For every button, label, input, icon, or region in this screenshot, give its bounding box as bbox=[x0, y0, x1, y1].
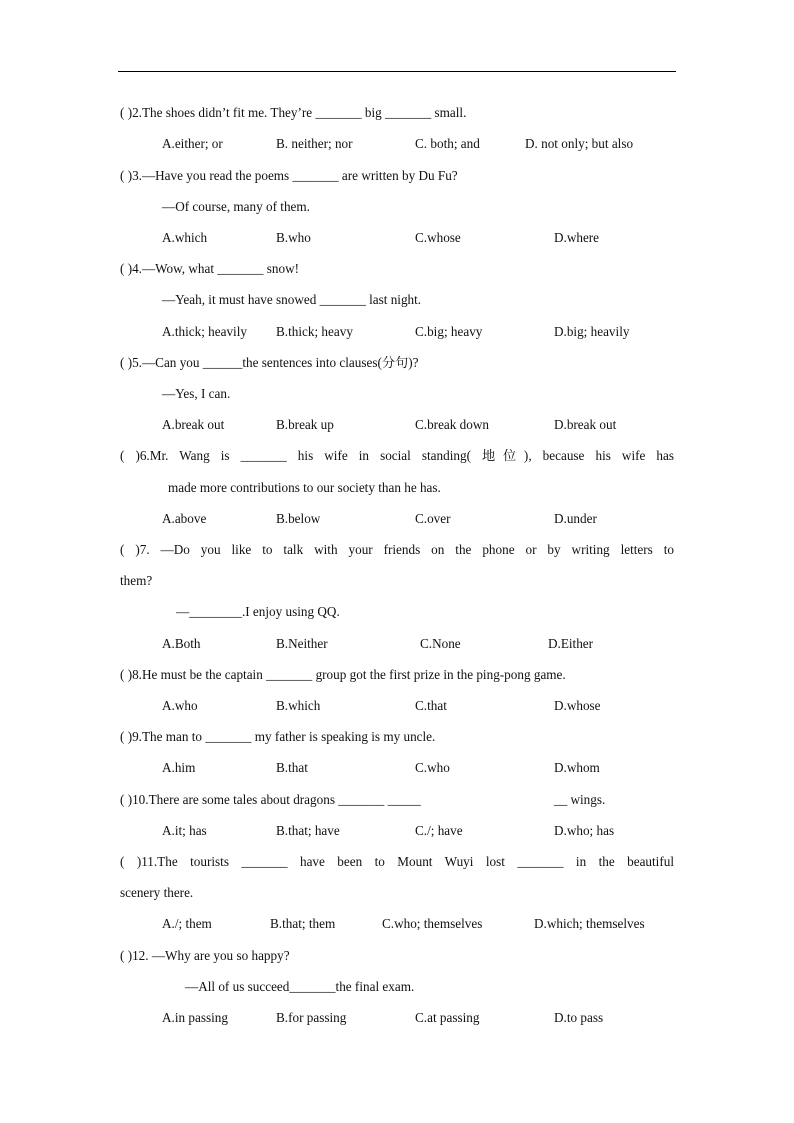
q7-option-d: D.Either bbox=[548, 636, 594, 651]
question-4-reply: —Yeah, it must have snowed _______ last night. bbox=[162, 292, 422, 307]
q8-option-a: A.who bbox=[162, 698, 198, 713]
q8-option-c: C.that bbox=[415, 698, 447, 713]
q12-option-a: A.in passing bbox=[162, 1010, 228, 1025]
q12-option-d: D.to pass bbox=[554, 1010, 604, 1025]
question-2-stem: ( )2.The shoes didn’t fit me. They’re _______ big _______ small. bbox=[120, 105, 467, 120]
q6-option-d: D.under bbox=[554, 511, 597, 526]
q2-option-c: C. both; and bbox=[415, 136, 480, 151]
question-6-stem: ( )6.Mr. Wang is _______ his wife in social standing( 地位), because his wife has bbox=[120, 448, 674, 463]
q12-option-c: C.at passing bbox=[415, 1010, 480, 1025]
q9-option-d: D.whom bbox=[554, 760, 600, 775]
q5-option-b: B.break up bbox=[276, 417, 334, 432]
q4-option-a: A.thick; heavily bbox=[162, 324, 247, 339]
q11-option-a: A./; them bbox=[162, 916, 212, 931]
q3-option-b: B.who bbox=[276, 230, 311, 245]
q3-option-d: D.where bbox=[554, 230, 600, 245]
q8-option-b: B.which bbox=[276, 698, 321, 713]
question-9-stem: ( )9.The man to _______ my father is speaking is my uncle. bbox=[120, 729, 436, 744]
question-4-stem: ( )4.—Wow, what _______ snow! bbox=[120, 261, 300, 276]
q2-option-d: D. not only; but also bbox=[525, 136, 634, 151]
q9-option-a: A.him bbox=[162, 760, 196, 775]
question-7-continuation: them? bbox=[120, 573, 153, 588]
q7-option-b: B.Neither bbox=[276, 636, 328, 651]
question-6-continuation: made more contributions to our society than he has. bbox=[168, 480, 441, 495]
q6-option-b: B.below bbox=[276, 511, 321, 526]
header-rule bbox=[118, 71, 676, 72]
q6-option-c: C.over bbox=[415, 511, 451, 526]
question-7-reply: —________.I enjoy using QQ. bbox=[176, 604, 340, 619]
q10-option-a: A.it; has bbox=[162, 823, 207, 838]
q7-option-a: A.Both bbox=[162, 636, 201, 651]
question-10-stem: ( )10.There are some tales about dragons _______ _____ bbox=[120, 792, 421, 807]
q8-option-d: D.whose bbox=[554, 698, 601, 713]
q12-option-b: B.for passing bbox=[276, 1010, 347, 1025]
q11-option-d: D.which; themselves bbox=[534, 916, 645, 931]
question-3-stem: ( )3.—Have you read the poems _______ are written by Du Fu? bbox=[120, 168, 458, 183]
question-12-stem: ( )12. —Why are you so happy? bbox=[120, 948, 290, 963]
q9-option-b: B.that bbox=[276, 760, 308, 775]
q2-option-b: B. neither; nor bbox=[276, 136, 353, 151]
q10-option-c: C./; have bbox=[415, 823, 463, 838]
q5-option-d: D.break out bbox=[554, 417, 617, 432]
q4-option-d: D.big; heavily bbox=[554, 324, 630, 339]
question-7-stem: ( )7. —Do you like to talk with your friends on the phone or by writing letters to bbox=[120, 542, 674, 557]
question-8-stem: ( )8.He must be the captain _______ group got the first prize in the ping-pong game. bbox=[120, 667, 566, 682]
question-5-stem: ( )5.—Can you ______the sentences into clauses(分句)? bbox=[120, 355, 419, 370]
q5-option-c: C.break down bbox=[415, 417, 489, 432]
q9-option-c: C.who bbox=[415, 760, 450, 775]
q3-option-a: A.which bbox=[162, 230, 208, 245]
q4-option-b: B.thick; heavy bbox=[276, 324, 353, 339]
q10-option-d: D.who; has bbox=[554, 823, 615, 838]
q3-option-c: C.whose bbox=[415, 230, 461, 245]
question-12-reply: —All of us succeed_______the final exam. bbox=[185, 979, 415, 994]
q5-option-a: A.break out bbox=[162, 417, 225, 432]
q11-option-c: C.who; themselves bbox=[382, 916, 483, 931]
q2-option-a: A.either; or bbox=[162, 136, 223, 151]
question-3-reply: —Of course, many of them. bbox=[162, 199, 310, 214]
question-11-stem: ( )11.The tourists _______ have been to Mount Wuyi lost _______ in the beautiful bbox=[120, 854, 674, 869]
question-10-stem-tail: __ wings. bbox=[554, 792, 606, 807]
q6-option-a: A.above bbox=[162, 511, 207, 526]
q4-option-c: C.big; heavy bbox=[415, 324, 483, 339]
q10-option-b: B.that; have bbox=[276, 823, 340, 838]
question-11-continuation: scenery there. bbox=[120, 885, 194, 900]
q11-option-b: B.that; them bbox=[270, 916, 336, 931]
question-5-reply: —Yes, I can. bbox=[162, 386, 231, 401]
q7-option-c: C.None bbox=[420, 636, 461, 651]
